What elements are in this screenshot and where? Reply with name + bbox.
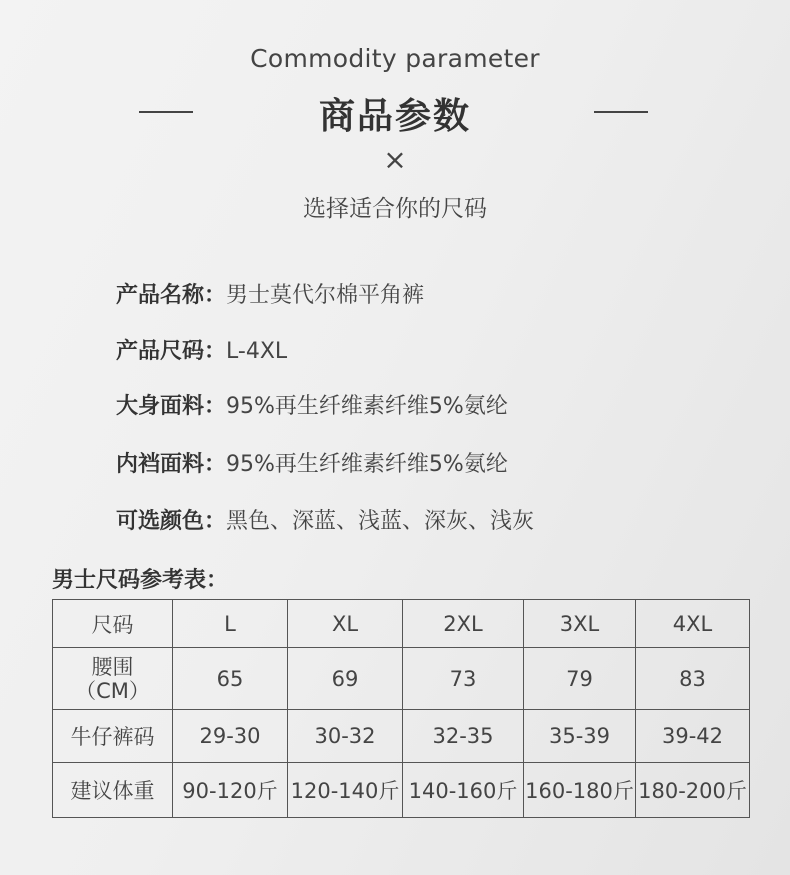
param-value: 95%再生纤维素纤维5%氨纶	[226, 394, 508, 419]
row-label-waist	[53, 648, 173, 710]
table-cell: 90-120斤	[173, 763, 288, 818]
header-cell: XL	[288, 600, 403, 648]
row-label-jeans-size: 牛仔裤码	[53, 710, 173, 763]
param-value: 95%再生纤维素纤维5%氨纶	[226, 452, 508, 477]
table-cell: 180-200斤	[636, 763, 750, 818]
param-product-size	[116, 334, 287, 365]
table-cell: 35-39	[524, 710, 636, 763]
title-divider-right	[594, 111, 648, 113]
row-label-weight: 建议体重	[53, 763, 173, 818]
table-cell: 39-42	[636, 710, 750, 763]
header-cell: 尺码	[53, 600, 173, 648]
table-row	[53, 710, 750, 763]
table-cell: 140-160斤	[403, 763, 524, 818]
size-table	[52, 599, 750, 818]
param-value: L-4XL	[226, 339, 288, 364]
title-english: Commodity parameter	[250, 44, 540, 73]
table-cell: 120-140斤	[288, 763, 403, 818]
param-label: 产品尺码：	[116, 339, 227, 364]
table-cell: 83	[636, 648, 750, 710]
cross-icon: ×	[383, 143, 407, 176]
table-cell: 69	[288, 648, 403, 710]
param-label: 可选颜色：	[116, 509, 227, 534]
header-cell: 2XL	[403, 600, 524, 648]
table-cell: 30-32	[288, 710, 403, 763]
param-body-fabric	[116, 389, 508, 420]
param-colors	[116, 504, 534, 535]
table-header-row	[53, 600, 750, 648]
size-table-title: 男士尺码参考表：	[52, 568, 229, 593]
header-cell: L	[173, 600, 288, 648]
page-title: 商品参数	[318, 96, 471, 137]
header-cell: 3XL	[524, 600, 636, 648]
table-cell: 160-180斤	[524, 763, 636, 818]
table-cell: 32-35	[403, 710, 524, 763]
table-cell: 73	[403, 648, 524, 710]
subtitle: 选择适合你的尺码	[303, 196, 487, 222]
param-crotch-fabric	[116, 447, 508, 478]
row-label-line: （CM）	[75, 678, 150, 703]
table-cell: 65	[173, 648, 288, 710]
table-row	[53, 648, 750, 710]
param-label: 大身面料：	[116, 394, 227, 419]
param-product-name	[116, 278, 424, 309]
row-label-line: 腰围	[91, 654, 134, 679]
table-cell: 79	[524, 648, 636, 710]
param-label: 产品名称：	[116, 283, 227, 308]
param-value: 男士莫代尔棉平角裤	[226, 283, 425, 308]
table-cell: 29-30	[173, 710, 288, 763]
param-label: 内裆面料：	[116, 452, 227, 477]
header-cell: 4XL	[636, 600, 750, 648]
param-value: 黑色、深蓝、浅蓝、深灰、浅灰	[226, 509, 535, 534]
table-row	[53, 763, 750, 818]
